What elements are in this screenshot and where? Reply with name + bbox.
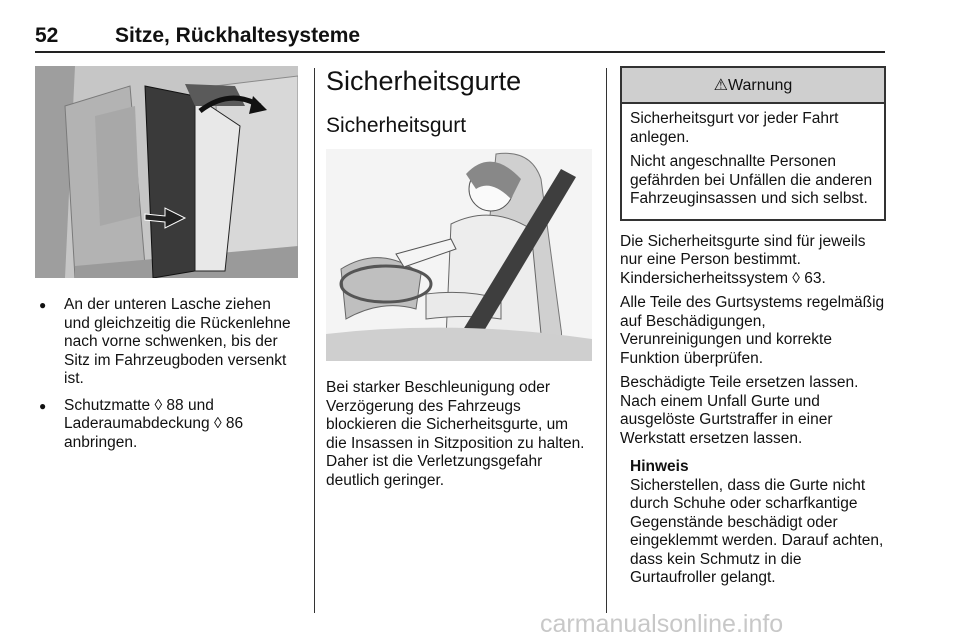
column-divider: [606, 68, 607, 613]
warning-title: Warnung: [728, 77, 793, 94]
section-heading: Sicherheitsgurte: [326, 66, 522, 96]
seat-fold-figure: [35, 66, 298, 278]
note-title: Hinweis: [630, 458, 689, 475]
body-paragraph: Beschädigte Teile ersetzen lassen. Nach einem Unfall Gurte und ausgelöste Gurtstraffer in einer Werkstatt ersetzen lassen.: [620, 374, 859, 447]
watermark: carmanualsonline.info: [540, 610, 784, 638]
seatbelt-figure: [326, 149, 592, 361]
list-item: ● Schutzmatte ◊ 88 und Laderaumabdeckung ◊ 86 anbringen.: [35, 397, 300, 453]
column-divider: [314, 68, 315, 613]
warning-text: Nicht angeschnallte Personen gefährden bei Unfällen die anderen Fahrzeuginsassen und sich selbst.: [630, 153, 873, 207]
list-item: ● An der unteren Lasche ziehen und gleichzeitig die Rückenlehne nach vorne schwenken, bis der Sitz im Fahrzeugboden versenkt ist.: [35, 296, 300, 389]
instruction-list: [35, 296, 300, 452]
column-left: [35, 66, 300, 460]
chapter-title: Sitze, Rückhaltesysteme: [115, 24, 361, 47]
body-paragraph: Bei starker Beschleunigung oder Verzögerung des Fahrzeugs blockieren die Sicherheitsgurte, um die Insassen in Sitzposition zu halten. Daher ist die Verletzungsgefahr deutlich geringer.: [326, 379, 585, 489]
column-middle: [326, 66, 592, 490]
warning-triangle-icon: ⚠: [713, 77, 728, 94]
body-text: [620, 233, 886, 449]
seat-fold-illustration-icon: [35, 66, 298, 278]
warning-body: [622, 104, 884, 219]
header-rule: [35, 51, 885, 53]
page-header: [35, 20, 885, 54]
subsection-heading: Sicherheitsgurt: [326, 114, 467, 137]
note-text: Sicherstellen, dass die Gurte nicht durch Schuhe oder scharfkantige Gegenstände beschädigt oder eingeklemmt werden. Darauf achten, dass kein Schmutz in die Gurtaufroller gelangt.: [630, 476, 884, 586]
body-paragraph: Alle Teile des Gurtsystems regelmäßig auf Beschädigungen, Verunreinigungen und korrekte Funktion überprüfen.: [620, 294, 885, 367]
warning-text: Sicherheitsgurt vor jeder Fahrt anlegen.: [630, 110, 839, 146]
warning-header: [622, 68, 884, 104]
column-right: [620, 66, 886, 588]
note-box: [620, 458, 886, 588]
page-number: 52: [35, 24, 59, 47]
body-paragraph: Die Sicherheitsgurte sind für jeweils nur eine Person bestimmt. Kindersicherheitssystem ◊ 63.: [620, 232, 866, 287]
warning-box: [620, 66, 886, 221]
seatbelt-driver-illustration-icon: [326, 149, 592, 361]
